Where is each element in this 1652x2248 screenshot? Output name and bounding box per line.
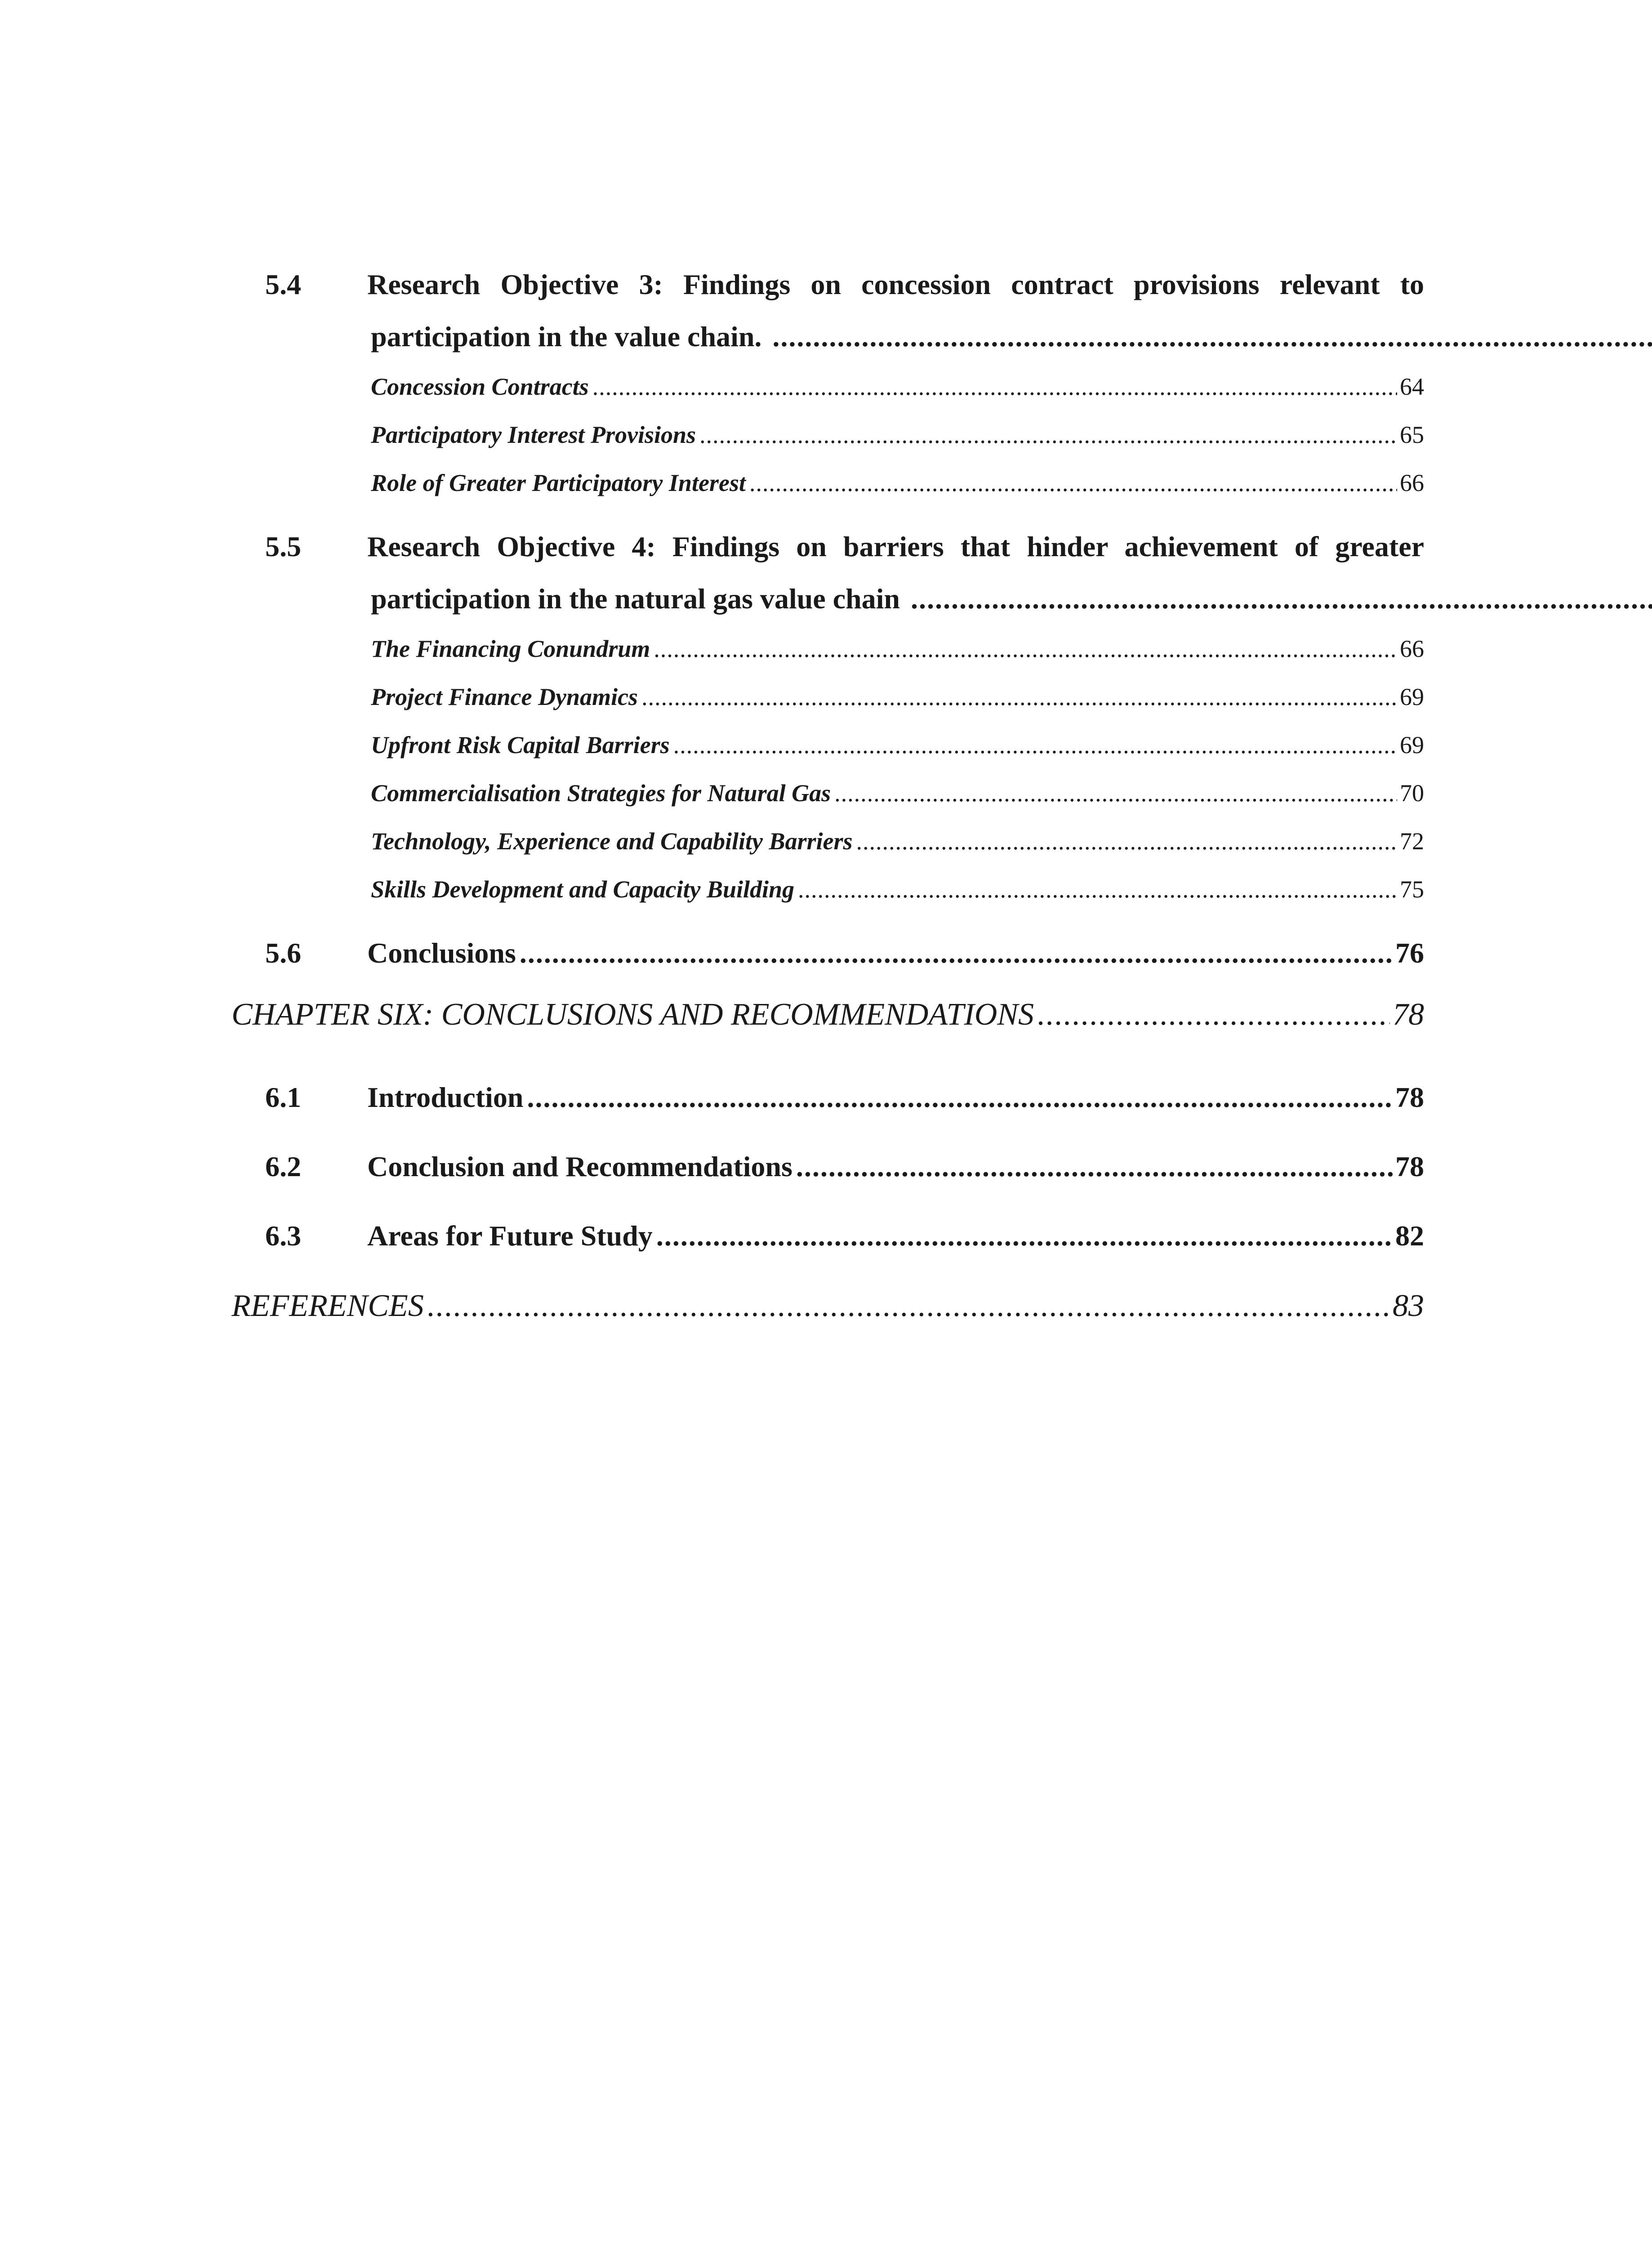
section-number: 5.4: [265, 268, 301, 300]
toc-subsection[interactable]: [232, 625, 1424, 673]
page-number: 83: [1393, 1289, 1424, 1323]
section-title-line-1: Research Objective 4: Findings on barriers that hinder achievement of greater: [367, 531, 1424, 562]
toc-subsection[interactable]: [232, 411, 1424, 459]
dot-leader: [856, 817, 1397, 865]
page-number: 65: [1400, 421, 1424, 448]
section-title: Conclusions: [367, 937, 516, 969]
dot-leader: [656, 1201, 1393, 1271]
toc-subsection[interactable]: [232, 769, 1424, 817]
section-title-row: [367, 1063, 1424, 1132]
toc-subsection[interactable]: [232, 865, 1424, 914]
subsection-title: Participatory Interest Provisions: [371, 421, 696, 448]
subsection-title: Skills Development and Capacity Building: [371, 876, 795, 903]
toc-subsection[interactable]: [232, 459, 1424, 507]
toc-section-6-2[interactable]: [232, 1132, 1424, 1201]
dot-leader: [798, 865, 1397, 914]
page-number: 72: [1400, 828, 1424, 855]
dot-leader: [520, 927, 1393, 979]
dot-leader: [673, 721, 1397, 769]
section-title-row: [367, 1201, 1424, 1271]
toc-section-6-3[interactable]: [232, 1201, 1424, 1271]
toc-section-5-4[interactable]: [232, 259, 1424, 363]
section-title-line-2: participation in the natural gas value chain: [371, 583, 900, 615]
dot-leader: [834, 769, 1397, 817]
section-title-row: [367, 1132, 1424, 1201]
toc-subsection[interactable]: [232, 363, 1424, 411]
toc-subsection[interactable]: [232, 721, 1424, 769]
subsection-title: Upfront Risk Capital Barriers: [371, 731, 670, 758]
dot-leader: [749, 459, 1397, 507]
subsection-title: The Financing Conundrum: [371, 635, 650, 662]
page-number: 78: [1393, 997, 1424, 1032]
chapter-title: CHAPTER SIX: CONCLUSIONS AND RECOMMENDATIONS: [232, 997, 1034, 1032]
page-number: 66: [1400, 635, 1424, 662]
page-number: 82: [1395, 1220, 1424, 1252]
subsection-title: Commercialisation Strategies for Natural Gas: [371, 780, 831, 807]
section-number: 5.6: [265, 937, 301, 969]
subsection-title: Role of Greater Participatory Interest: [371, 469, 746, 496]
section-number: 6.2: [265, 1151, 301, 1182]
page-number: 69: [1400, 731, 1424, 758]
section-title-row: [367, 573, 1424, 625]
subsection-title: Project Finance Dynamics: [371, 683, 638, 710]
toc-chapter-six[interactable]: [232, 979, 1424, 1050]
toc-references[interactable]: [232, 1271, 1424, 1342]
toc-section-5-6[interactable]: [232, 927, 1424, 979]
section-title-row: [367, 311, 1424, 363]
section-number: 5.5: [265, 531, 301, 562]
section-title: Introduction: [367, 1081, 524, 1113]
section-title: Conclusion and Recommendations: [367, 1151, 793, 1182]
dot-leader: [772, 321, 1652, 352]
toc-section-5-5[interactable]: [232, 521, 1424, 625]
page-number: 66: [1400, 469, 1424, 496]
dot-leader: [796, 1132, 1393, 1201]
section-number: 6.3: [265, 1220, 301, 1252]
dot-leader: [527, 1063, 1393, 1132]
dot-leader: [641, 673, 1397, 721]
page-number: 78: [1395, 1081, 1424, 1113]
dot-leader: [592, 363, 1397, 411]
toc-subsection[interactable]: [232, 673, 1424, 721]
table-of-contents: [232, 259, 1424, 1342]
dot-leader: [654, 625, 1397, 673]
page-number: 70: [1400, 780, 1424, 807]
page-number: 78: [1395, 1151, 1424, 1182]
dot-leader: [699, 411, 1397, 459]
subsection-title: Technology, Experience and Capability Barriers: [371, 828, 853, 855]
page-number: 64: [1400, 373, 1424, 400]
section-title-row: [367, 927, 1424, 979]
dot-leader: [427, 1271, 1390, 1342]
subsection-title: Concession Contracts: [371, 373, 589, 400]
toc-subsection[interactable]: [232, 817, 1424, 865]
toc-section-6-1[interactable]: [232, 1063, 1424, 1132]
section-title-line-1: Research Objective 3: Findings on concession contract provisions relevant to: [367, 268, 1424, 300]
dot-leader: [911, 583, 1652, 615]
section-number: 6.1: [265, 1081, 301, 1113]
page-number: 69: [1400, 683, 1424, 710]
references-title: REFERENCES: [232, 1289, 424, 1323]
page-number: 75: [1400, 876, 1424, 903]
dot-leader: [1038, 979, 1390, 1050]
page-number: 76: [1395, 937, 1424, 969]
section-title-line-2: participation in the value chain.: [371, 321, 762, 352]
section-title: Areas for Future Study: [367, 1220, 653, 1252]
